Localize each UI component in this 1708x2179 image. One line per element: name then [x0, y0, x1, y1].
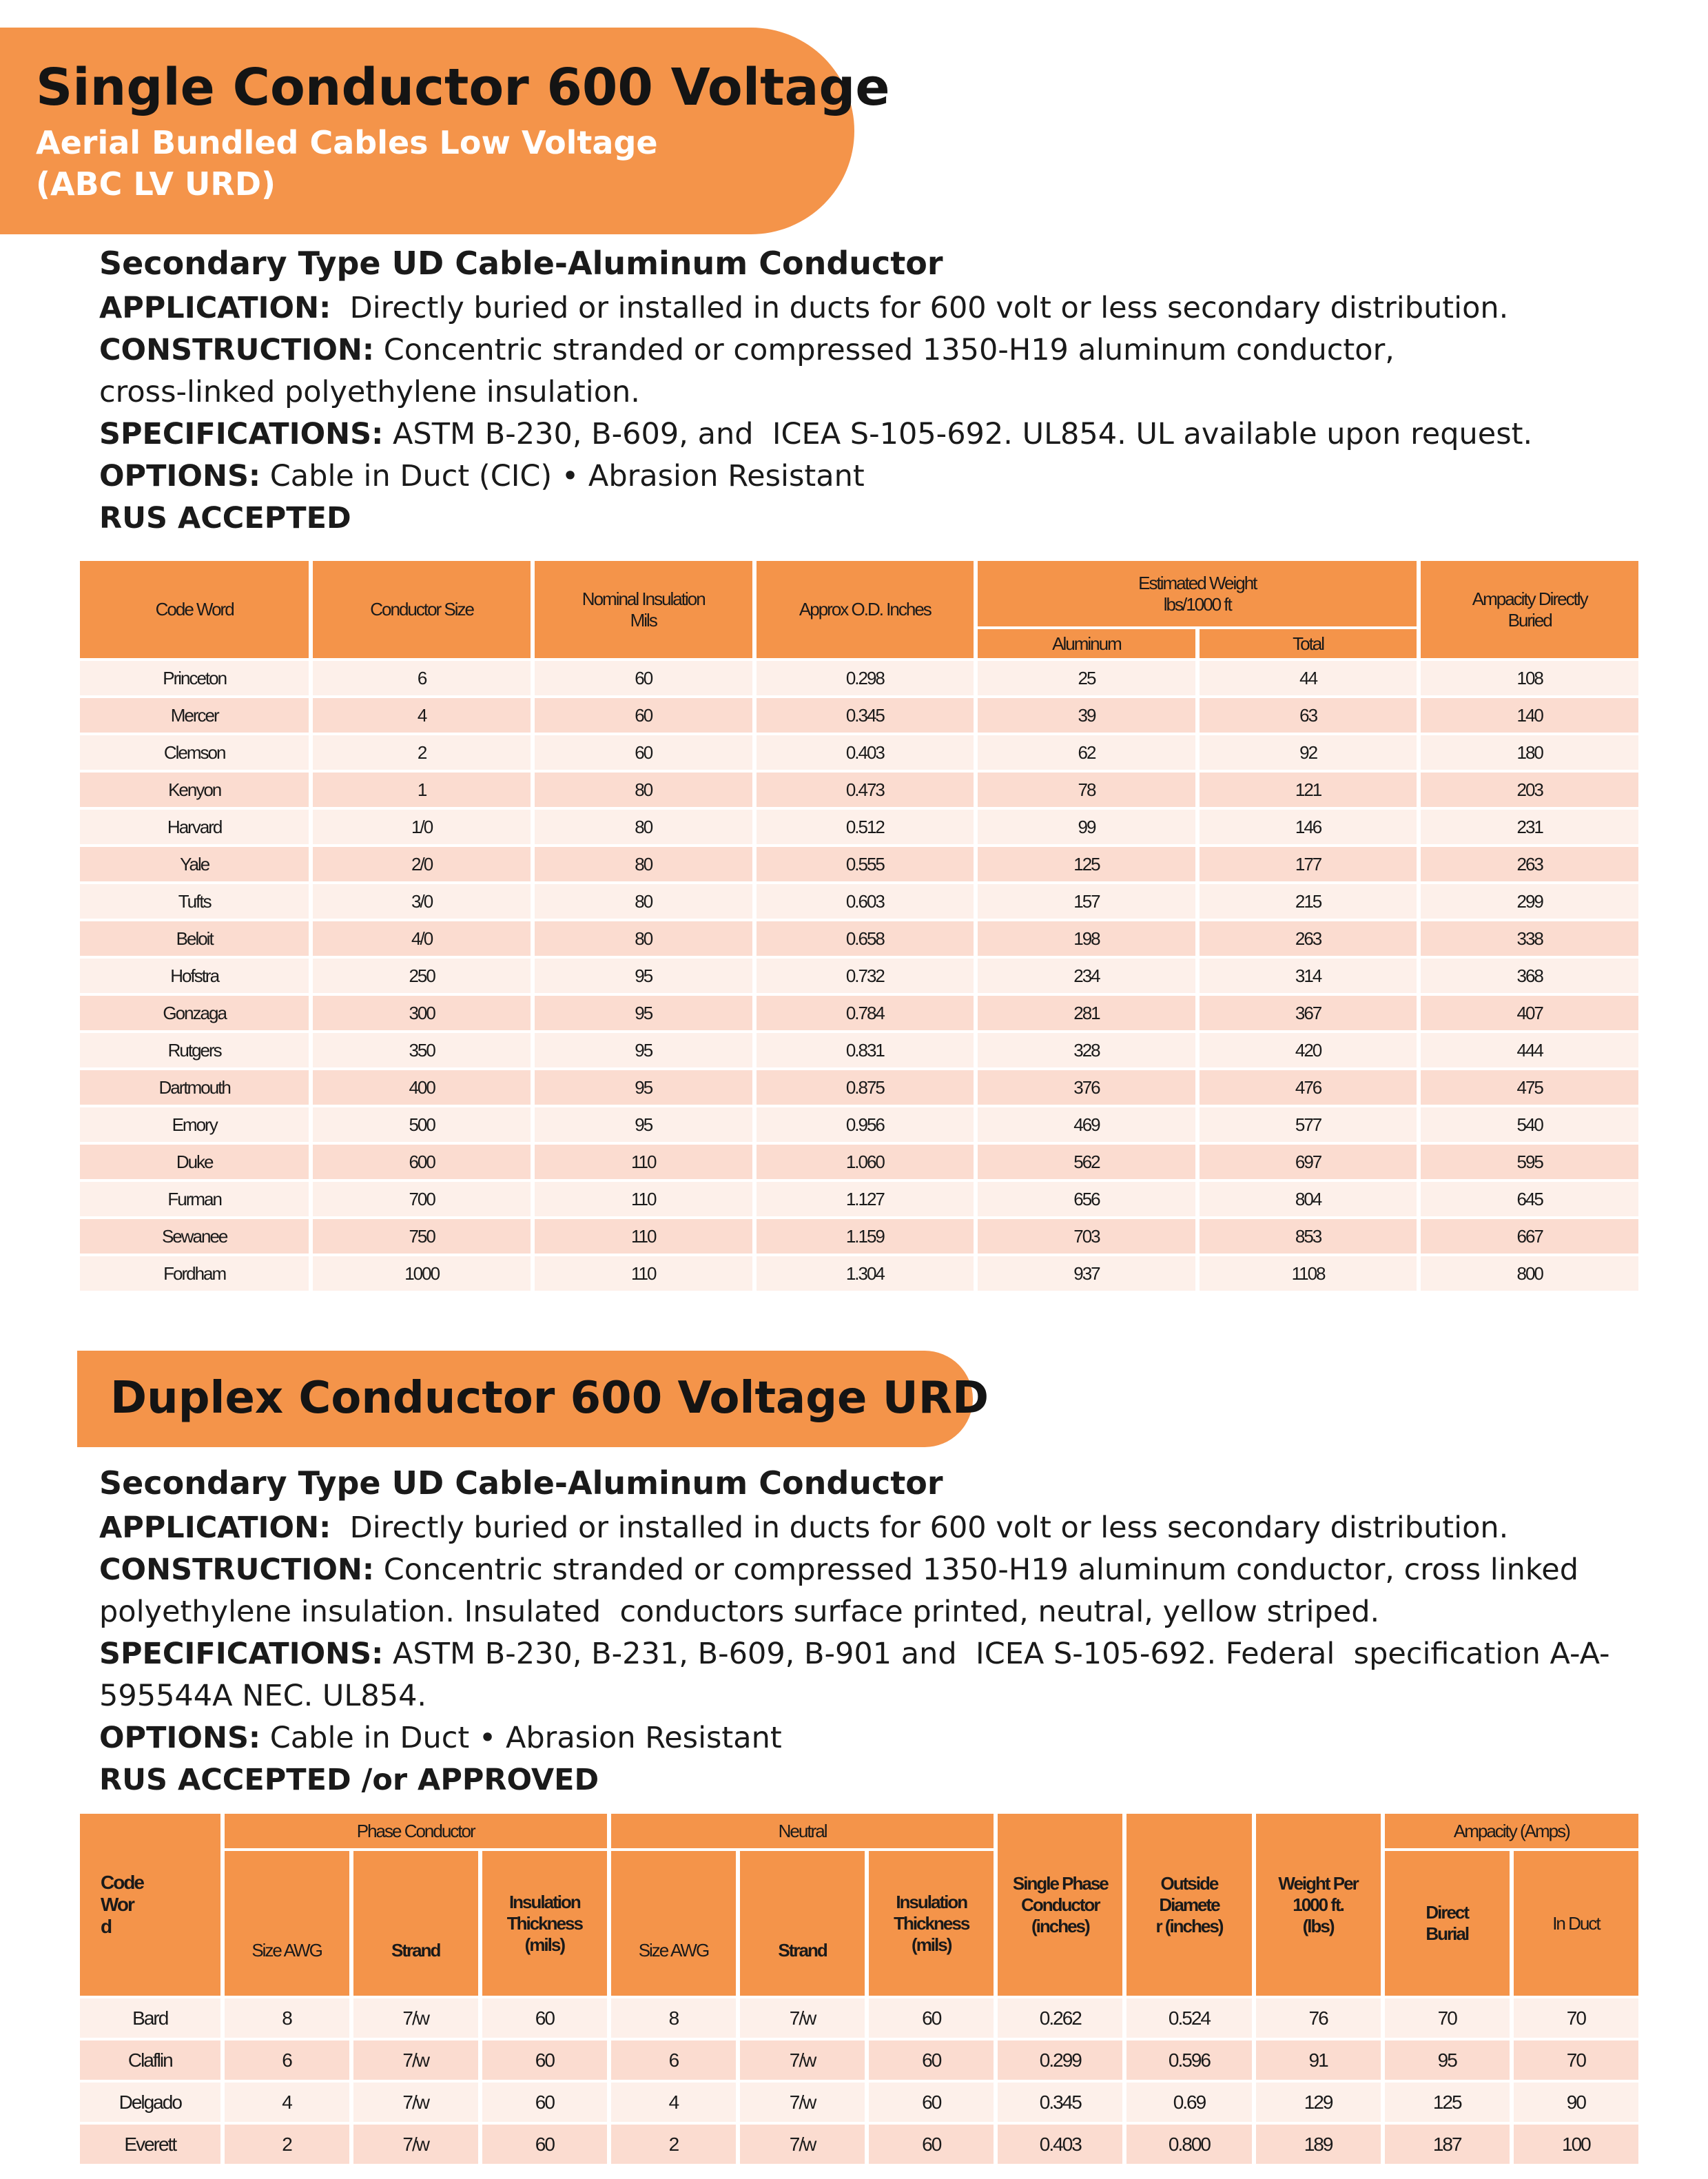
table-row [80, 810, 1638, 844]
table-cell: 2 [611, 2125, 736, 2164]
table-cell: 0.875 [757, 1070, 974, 1105]
table-cell: 4 [611, 2083, 736, 2122]
table-cell: 376 [978, 1070, 1195, 1105]
table-cell: 91 [1256, 2040, 1381, 2080]
th-nominal-insulation [535, 561, 752, 658]
th-code-l3: d [101, 1916, 112, 1937]
table-cell: 0.831 [757, 1033, 974, 1067]
th-ampacity [1421, 561, 1638, 658]
table-cell: 281 [978, 996, 1195, 1030]
construction-label: CONSTRUCTION: [99, 1553, 375, 1587]
cell-code-word: Yale [80, 847, 309, 881]
cell-code-word: Mercer [80, 698, 309, 733]
table-cell: 350 [313, 1033, 531, 1067]
table-cell: 95 [535, 1107, 752, 1142]
table-cell: 1.304 [757, 1256, 974, 1291]
table-cell: 95 [535, 959, 752, 993]
page-subtitle-line2: (ABC LV URD) [36, 165, 276, 203]
cell-code-word: Sewanee [80, 1219, 309, 1254]
th-ins-l2: Thickness [506, 1912, 582, 1934]
section-title: Secondary Type UD Cable-Aluminum Conductor [99, 245, 943, 282]
table-cell: 0.403 [757, 735, 974, 770]
th-outside-l2: Diamete [1159, 1894, 1220, 1915]
th-neutral-size: Size AWG [611, 1851, 736, 1996]
table-row [80, 1145, 1638, 1179]
cell-code-word: Kenyon [80, 773, 309, 807]
table-cell: 750 [313, 1219, 531, 1254]
table-cell: 180 [1421, 735, 1638, 770]
options-text: Cable in Duct • Abrasion Resistant [260, 1721, 782, 1755]
th-direct-l1: Direct [1426, 1902, 1469, 1923]
table-cell: 110 [535, 1145, 752, 1179]
th-weight-l3: (lbs) [1302, 1915, 1334, 1936]
table-cell: 234 [978, 959, 1195, 993]
table-cell: 0.555 [757, 847, 974, 881]
cell-code-word: Harvard [80, 810, 309, 844]
table-cell: 2 [225, 2125, 349, 2164]
table-cell: 8 [225, 1998, 349, 2038]
construction-label: CONSTRUCTION: [99, 333, 375, 367]
cell-code-word: Dartmouth [80, 1070, 309, 1105]
table-cell: 7/w [353, 2040, 478, 2080]
table-row [80, 735, 1638, 770]
th-code-l1: Code [101, 1872, 143, 1893]
th-phase-conductor: Phase Conductor [225, 1814, 607, 1848]
table-cell: 469 [978, 1107, 1195, 1142]
page-title: Single Conductor 600 Voltage [36, 58, 890, 117]
specifications-label: SPECIFICATIONS: [99, 417, 384, 451]
table-cell: 80 [535, 884, 752, 919]
table-cell: 444 [1421, 1033, 1638, 1067]
table-row [80, 1998, 1638, 2038]
table-cell: 108 [1421, 661, 1638, 695]
cell-code-word: Claflin [80, 2040, 220, 2080]
cell-code-word: Hofstra [80, 959, 309, 993]
th-total: Total [1200, 629, 1417, 658]
th-phase-size: Size AWG [225, 1851, 349, 1996]
th-ins-l3: (mils) [912, 1934, 951, 1955]
table-cell: 0.262 [998, 1998, 1122, 2038]
table-cell: 203 [1421, 773, 1638, 807]
table-cell: 44 [1200, 661, 1417, 695]
table-cell: 140 [1421, 698, 1638, 733]
table-cell: 121 [1200, 773, 1417, 807]
table-cell: 400 [313, 1070, 531, 1105]
table-cell: 125 [1385, 2083, 1510, 2122]
table-cell: 110 [535, 1182, 752, 1216]
table-cell: 299 [1421, 884, 1638, 919]
table-cell: 407 [1421, 996, 1638, 1030]
table-cell: 1000 [313, 1256, 531, 1291]
table-cell: 937 [978, 1256, 1195, 1291]
table-cell: 0.345 [998, 2083, 1122, 2122]
table-cell: 368 [1421, 959, 1638, 993]
th-aluminum: Aluminum [978, 629, 1195, 658]
th-weight-l2: lbs/1000 ft [1163, 593, 1231, 615]
table-cell: 7/w [740, 2125, 865, 2164]
cell-code-word: Tufts [80, 884, 309, 919]
table-cell: 6 [611, 2040, 736, 2080]
cell-code-word: Duke [80, 1145, 309, 1179]
table-cell: 95 [535, 1033, 752, 1067]
table-cell: 125 [978, 847, 1195, 881]
table-cell: 110 [535, 1256, 752, 1291]
table-cell: 0.298 [757, 661, 974, 695]
table-cell: 6 [225, 2040, 349, 2080]
table-cell: 703 [978, 1219, 1195, 1254]
table-cell: 800 [1421, 1256, 1638, 1291]
table-cell: 645 [1421, 1182, 1638, 1216]
specifications-paragraph [99, 413, 1684, 456]
table-row [80, 773, 1638, 807]
table-row [80, 921, 1638, 956]
th-ins-l3: (mils) [524, 1934, 564, 1955]
table-cell: 7/w [353, 1998, 478, 2038]
accepted-note [99, 1759, 1684, 1801]
application-paragraph [99, 1507, 1684, 1549]
table-cell: 25 [978, 661, 1195, 695]
table-cell: 0.956 [757, 1107, 974, 1142]
table-cell: 198 [978, 921, 1195, 956]
table-cell: 0.299 [998, 2040, 1122, 2080]
th-in-duct: In Duct [1514, 1851, 1638, 1996]
construction-paragraph [99, 1549, 1684, 1633]
table-cell: 0.403 [998, 2125, 1122, 2164]
th-weight-l1: Weight Per [1278, 1872, 1358, 1894]
options-label: OPTIONS: [99, 1721, 261, 1755]
cell-code-word: Fordham [80, 1256, 309, 1291]
th-ins-l2: Thickness [894, 1912, 969, 1934]
table-cell: 95 [1385, 2040, 1510, 2080]
table-row [80, 959, 1638, 993]
table-cell: 6 [313, 661, 531, 695]
page-subtitle-line1: Aerial Bundled Cables Low Voltage [36, 124, 658, 161]
table-cell: 60 [535, 698, 752, 733]
th-single-l3: (inches) [1031, 1915, 1089, 1936]
table-cell: 60 [869, 2083, 994, 2122]
table-cell: 700 [313, 1182, 531, 1216]
table-cell: 853 [1200, 1219, 1417, 1254]
table-cell: 60 [482, 2125, 607, 2164]
table-cell: 0.69 [1126, 2083, 1251, 2122]
th-weight-l2: 1000 ft. [1293, 1894, 1344, 1915]
th-code-word [80, 1814, 220, 1996]
options-paragraph [99, 456, 1684, 498]
table-cell: 60 [482, 2083, 607, 2122]
table-row [80, 996, 1638, 1030]
th-single-l1: Single Phase [1012, 1872, 1108, 1894]
accepted-note [99, 498, 1684, 540]
cell-code-word: Gonzaga [80, 996, 309, 1030]
table-cell: 4 [225, 2083, 349, 2122]
options-paragraph [99, 1717, 1684, 1759]
table-row [80, 2125, 1638, 2164]
table-cell: 92 [1200, 735, 1417, 770]
duplex-conductor-table [76, 1811, 1643, 2167]
table-cell: 70 [1385, 1998, 1510, 2038]
table-cell: 250 [313, 959, 531, 993]
section-single-conductor [99, 245, 1684, 540]
table-cell: 0.345 [757, 698, 974, 733]
table-cell: 2 [313, 735, 531, 770]
table-cell: 475 [1421, 1070, 1638, 1105]
table-row [80, 698, 1638, 733]
table-cell: 60 [482, 1998, 607, 2038]
table-cell: 577 [1200, 1107, 1417, 1142]
specifications-label: SPECIFICATIONS: [99, 1637, 384, 1671]
table-cell: 62 [978, 735, 1195, 770]
table-cell: 187 [1385, 2125, 1510, 2164]
table-cell: 78 [978, 773, 1195, 807]
th-single-phase [998, 1814, 1122, 1996]
th-single-l2: Conductor [1021, 1894, 1100, 1915]
table-cell: 367 [1200, 996, 1417, 1030]
th-ampacity-l2: Buried [1508, 609, 1552, 631]
table-cell: 1.060 [757, 1145, 974, 1179]
table-cell: 110 [535, 1219, 752, 1254]
th-outside-l1: Outside [1160, 1872, 1218, 1894]
table-cell: 7/w [740, 1998, 865, 2038]
table-cell: 0.732 [757, 959, 974, 993]
table-cell: 2/0 [313, 847, 531, 881]
table-row [80, 1182, 1638, 1216]
table-cell: 60 [482, 2040, 607, 2080]
table-cell: 0.473 [757, 773, 974, 807]
construction-paragraph [99, 329, 1477, 413]
specifications-text: ASTM B-230, B-231, B-609, B-901 and ICEA S-105-692. Federal specification A-A-595544A NEC. UL854. [99, 1637, 1610, 1713]
specifications-paragraph [99, 1633, 1684, 1717]
table-cell: 314 [1200, 959, 1417, 993]
table-cell: 39 [978, 698, 1195, 733]
table-cell: 1.159 [757, 1219, 974, 1254]
cell-code-word: Bard [80, 1998, 220, 2038]
table-cell: 0.512 [757, 810, 974, 844]
table-cell: 476 [1200, 1070, 1417, 1105]
table-row [80, 1256, 1638, 1291]
application-label: APPLICATION: [99, 1511, 331, 1545]
table-cell: 804 [1200, 1182, 1417, 1216]
table-row [80, 847, 1638, 881]
table-row [80, 1070, 1638, 1105]
single-conductor-table [76, 558, 1643, 1293]
table-cell: 231 [1421, 810, 1638, 844]
cell-code-word: Clemson [80, 735, 309, 770]
table-cell: 80 [535, 921, 752, 956]
table-cell: 420 [1200, 1033, 1417, 1067]
options-text: Cable in Duct (CIC) • Abrasion Resistant [260, 459, 865, 493]
th-code-l2: Wor [101, 1894, 134, 1915]
cell-code-word: Delgado [80, 2083, 220, 2122]
table-cell: 99 [978, 810, 1195, 844]
th-insulation-l2: Mils [630, 609, 657, 631]
table-cell: 80 [535, 810, 752, 844]
duplex-banner [77, 1351, 989, 1447]
table-cell: 697 [1200, 1145, 1417, 1179]
table-cell: 7/w [740, 2040, 865, 2080]
header-banner [0, 28, 890, 234]
table-cell: 0.800 [1126, 2125, 1251, 2164]
accepted-label: RUS ACCEPTED [99, 501, 351, 535]
th-ampacity-l1: Ampacity Directly [1472, 588, 1587, 609]
table-cell: 129 [1256, 2083, 1381, 2122]
cell-code-word: Furman [80, 1182, 309, 1216]
table-cell: 0.596 [1126, 2040, 1251, 2080]
application-text: Directly buried or installed in ducts for 600 volt or less secondary distribution. [331, 1511, 1509, 1545]
th-code-word: Code Word [80, 561, 309, 658]
th-direct-l2: Burial [1426, 1923, 1469, 1944]
table-row [80, 884, 1638, 919]
table-cell: 177 [1200, 847, 1417, 881]
table-cell: 76 [1256, 1998, 1381, 2038]
table-cell: 0.658 [757, 921, 974, 956]
th-neutral-strand: Strand [740, 1851, 865, 1996]
table-cell: 656 [978, 1182, 1195, 1216]
table-row [80, 2040, 1638, 2080]
th-weight [1256, 1814, 1381, 1996]
construction-text: Concentric stranded or compressed 1350-H19 aluminum conductor, cross linked polyethylene insulation. Insulated conductors surface printed, neutral, yellow striped. [99, 1553, 1588, 1629]
th-conductor-size: Conductor Size [313, 561, 531, 658]
table-cell: 63 [1200, 698, 1417, 733]
construction-text: Concentric stranded or compressed 1350-H19 aluminum conductor, cross-linked polyethylene insulation. [99, 333, 1395, 409]
table-cell: 7/w [353, 2083, 478, 2122]
th-od: Approx O.D. Inches [757, 561, 974, 658]
table-cell: 157 [978, 884, 1195, 919]
th-ins-l1: Insulation [508, 1891, 580, 1912]
table-cell: 60 [535, 661, 752, 695]
table-cell: 1/0 [313, 810, 531, 844]
table-cell: 263 [1421, 847, 1638, 881]
table-cell: 60 [869, 2125, 994, 2164]
th-outside-l3: r (inches) [1155, 1915, 1223, 1936]
specifications-text: ASTM B-230, B-609, and ICEA S-105-692. UL854. UL available upon request. [383, 417, 1533, 451]
section-title: Secondary Type UD Cable-Aluminum Conductor [99, 1464, 943, 1502]
duplex-title: Duplex Conductor 600 Voltage URD [110, 1373, 989, 1424]
cell-code-word: Princeton [80, 661, 309, 695]
th-ins-l1: Insulation [896, 1891, 967, 1912]
table-cell: 1108 [1200, 1256, 1417, 1291]
table-cell: 0.524 [1126, 1998, 1251, 2038]
th-neutral: Neutral [611, 1814, 994, 1848]
th-estimated-weight [978, 561, 1417, 626]
table-cell: 338 [1421, 921, 1638, 956]
table-cell: 60 [535, 735, 752, 770]
table-cell: 667 [1421, 1219, 1638, 1254]
table-cell: 1 [313, 773, 531, 807]
table-cell: 562 [978, 1145, 1195, 1179]
table-cell: 4 [313, 698, 531, 733]
table-cell: 80 [535, 773, 752, 807]
table-cell: 0.784 [757, 996, 974, 1030]
th-weight-l1: Estimated Weight [1138, 572, 1257, 593]
table-cell: 80 [535, 847, 752, 881]
th-phase-insulation [482, 1851, 607, 1996]
accepted-label: RUS ACCEPTED /or APPROVED [99, 1763, 599, 1797]
application-paragraph [99, 287, 1684, 329]
th-outside-diameter [1126, 1814, 1251, 1996]
table-cell: 595 [1421, 1145, 1638, 1179]
table-cell: 540 [1421, 1107, 1638, 1142]
table-cell: 90 [1514, 2083, 1638, 2122]
th-ampacity: Ampacity (Amps) [1385, 1814, 1638, 1848]
cell-code-word: Rutgers [80, 1033, 309, 1067]
table-row [80, 2083, 1638, 2122]
table-cell: 500 [313, 1107, 531, 1142]
cell-code-word: Beloit [80, 921, 309, 956]
table-cell: 60 [869, 1998, 994, 2038]
table-cell: 95 [535, 996, 752, 1030]
table-cell: 263 [1200, 921, 1417, 956]
table-cell: 600 [313, 1145, 531, 1179]
table-cell: 7/w [353, 2125, 478, 2164]
table-cell: 4/0 [313, 921, 531, 956]
table-cell: 7/w [740, 2083, 865, 2122]
options-label: OPTIONS: [99, 459, 261, 493]
application-text: Directly buried or installed in ducts for 600 volt or less secondary distribution. [331, 291, 1509, 325]
table-cell: 300 [313, 996, 531, 1030]
table-cell: 8 [611, 1998, 736, 2038]
table-cell: 95 [535, 1070, 752, 1105]
table-row [80, 661, 1638, 695]
cell-code-word: Emory [80, 1107, 309, 1142]
table-cell: 100 [1514, 2125, 1638, 2164]
section-duplex-conductor [99, 1464, 1684, 1801]
table-cell: 70 [1514, 2040, 1638, 2080]
table-cell: 3/0 [313, 884, 531, 919]
cell-code-word: Everett [80, 2125, 220, 2164]
th-insulation-l1: Nominal Insulation [582, 588, 705, 609]
table-cell: 1.127 [757, 1182, 974, 1216]
application-label: APPLICATION: [99, 291, 331, 325]
table-cell: 215 [1200, 884, 1417, 919]
table-cell: 328 [978, 1033, 1195, 1067]
table-row [80, 1219, 1638, 1254]
th-neutral-insulation [869, 1851, 994, 1996]
table-row [80, 1107, 1638, 1142]
table-cell: 70 [1514, 1998, 1638, 2038]
th-direct-burial [1385, 1851, 1510, 1996]
table-cell: 60 [869, 2040, 994, 2080]
table-cell: 146 [1200, 810, 1417, 844]
th-phase-strand: Strand [353, 1851, 478, 1996]
table-row [80, 1033, 1638, 1067]
table-cell: 189 [1256, 2125, 1381, 2164]
table-cell: 0.603 [757, 884, 974, 919]
